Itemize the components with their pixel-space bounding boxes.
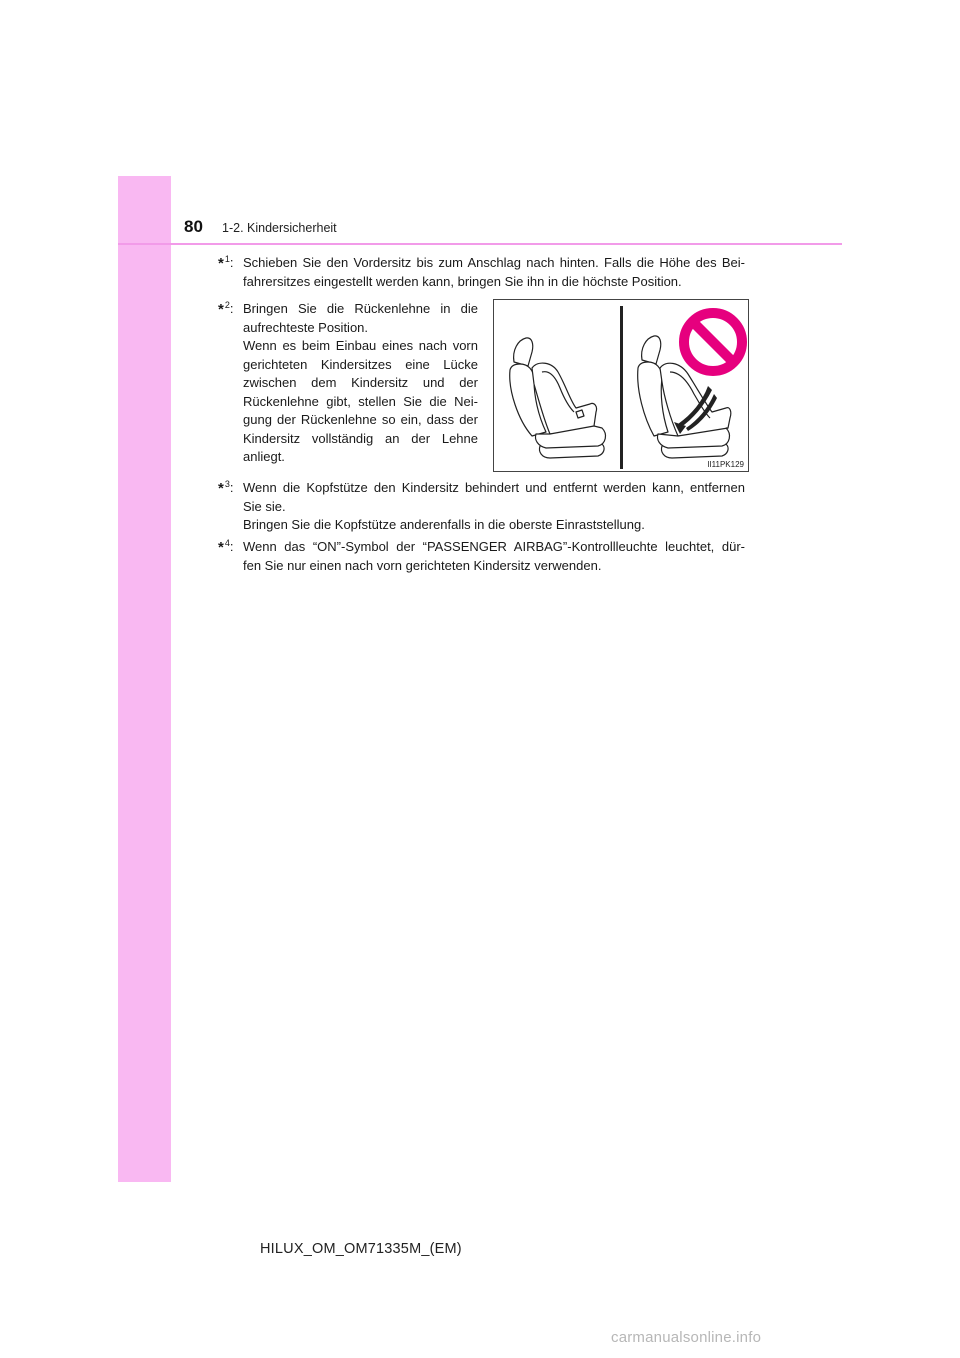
note-line: Wenn die Kopfstütze den Kindersitz behindert und entfernt werden kann, entfernen bbox=[243, 480, 745, 495]
note-line: Kindersitz vollständig an der Lehne bbox=[243, 430, 478, 446]
note-line: Schieben Sie den Vordersitz bis zum Anschlag nach hinten. Falls die Höhe des Bei- bbox=[243, 255, 745, 270]
car-seat-correct-icon bbox=[510, 338, 606, 458]
note-line: Bringen Sie die Kopfstütze anderenfalls in die oberste Einraststellung. bbox=[243, 517, 645, 532]
document-id: HILUX_OM_OM71335M_(EM) bbox=[260, 1241, 462, 1257]
note-line: zwischen dem Kindersitz und der bbox=[243, 375, 478, 390]
note-1 bbox=[218, 254, 745, 291]
prohibition-icon bbox=[684, 313, 742, 371]
note-line: aufrechteste Position. bbox=[243, 319, 369, 335]
note-line: fen Sie nur einen nach vorn gerichteten Kindersitz verwenden. bbox=[243, 557, 602, 573]
figure-code: II11PK129 bbox=[707, 460, 744, 469]
seat-illustration bbox=[493, 299, 749, 472]
note-line: Rückenlehne gibt, stellen Sie die Nei- bbox=[243, 393, 478, 409]
note-3 bbox=[218, 479, 745, 535]
note-line: Bringen Sie die Rückenlehne in die bbox=[243, 301, 478, 316]
note-line: gung der Rückenlehne so ein, dass der bbox=[243, 412, 478, 427]
note-2 bbox=[218, 300, 478, 467]
note-line: anliegt. bbox=[243, 449, 285, 464]
note-line: Wenn es beim Einbau eines nach vorn bbox=[243, 338, 478, 353]
note-marker: *$^2$: bbox=[218, 300, 234, 318]
note-marker: *$^4$: bbox=[218, 538, 234, 556]
note-marker: *$^3$: bbox=[218, 479, 234, 497]
section-title: 1-2. Kindersicherheit bbox=[222, 221, 337, 235]
note-line: fahrersitzes eingestellt werden kann, bringen Sie ihn in die höchste Position. bbox=[243, 273, 682, 289]
header-divider bbox=[118, 243, 842, 245]
note-line: Wenn das “ON”-Symbol der “PASSENGER AIRBAG”-Kontrollleuchte leuchtet, dür- bbox=[243, 539, 745, 554]
watermark: carmanualsonline.info bbox=[611, 1329, 762, 1346]
note-4 bbox=[218, 538, 745, 575]
page-number: 80 bbox=[184, 217, 203, 236]
note-line: gerichteten Kindersitzes eine Lücke bbox=[243, 356, 478, 372]
note-marker: *$^1$: bbox=[218, 254, 234, 272]
chapter-sidebar-tab bbox=[118, 176, 171, 1182]
note-line: Sie sie. bbox=[243, 498, 286, 514]
